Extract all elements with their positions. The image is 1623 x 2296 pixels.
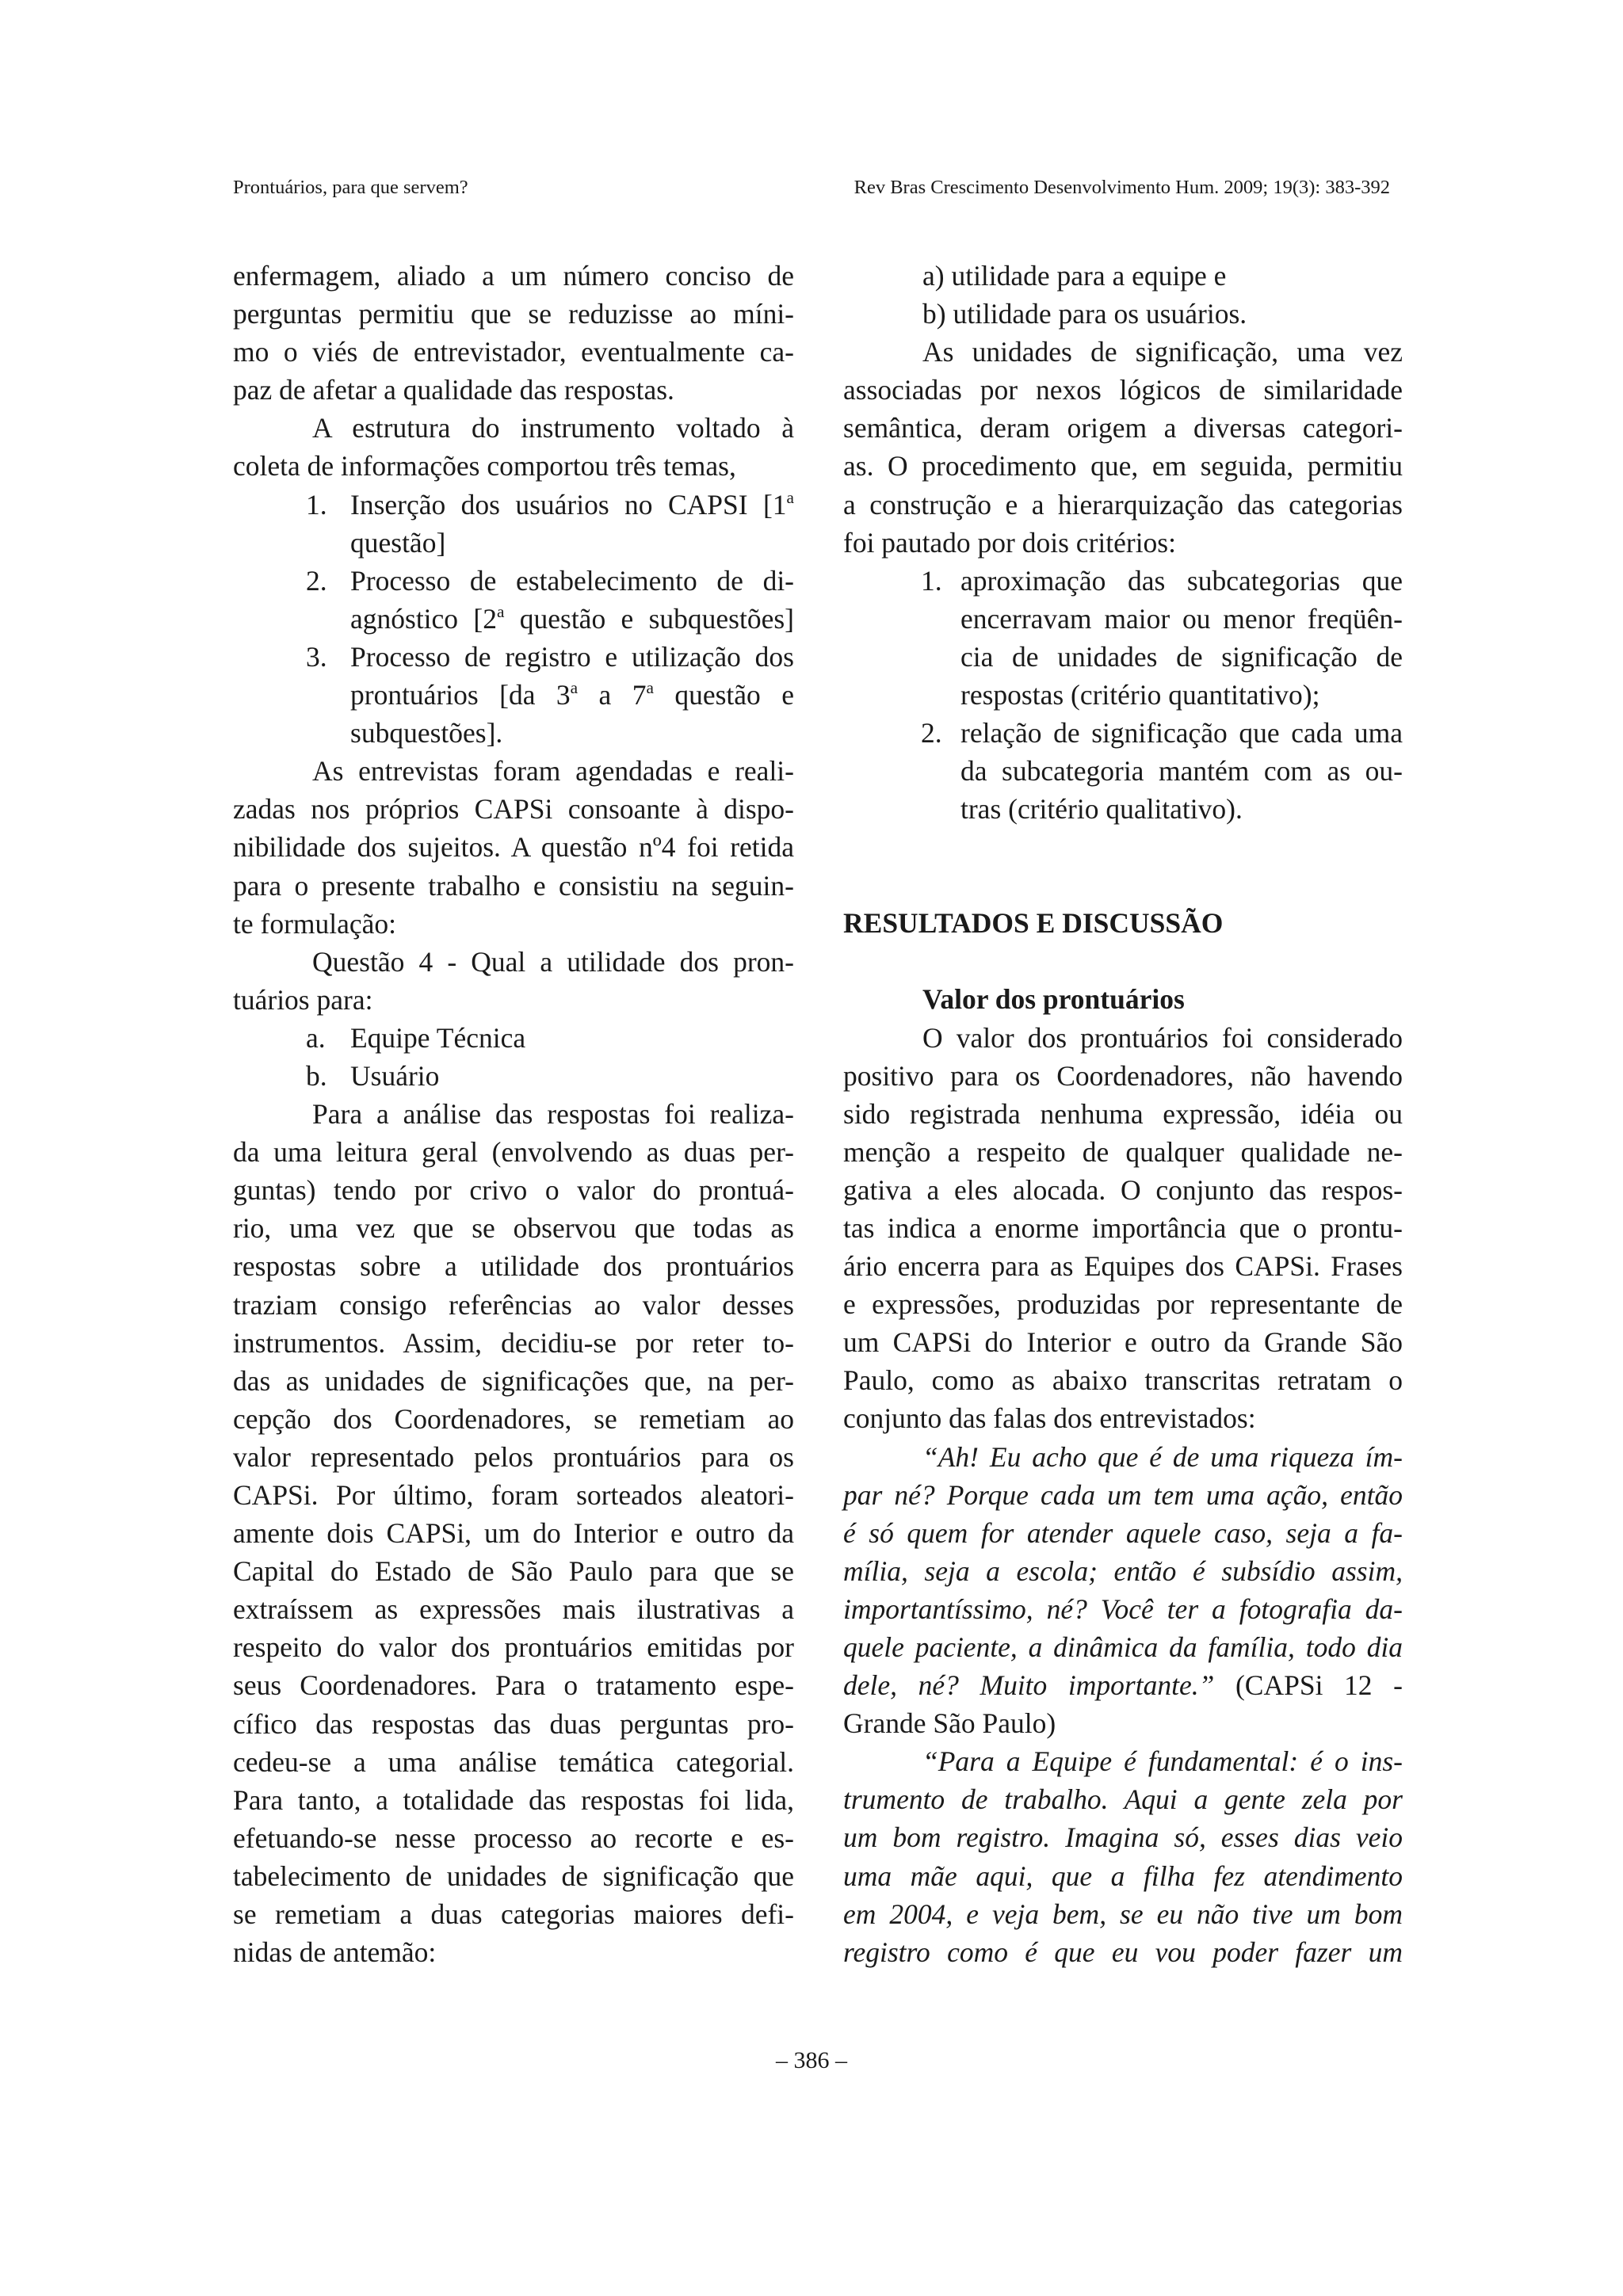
text-line: conjunto das falas dos entrevistados:: [843, 1402, 1256, 1435]
text-line: um CAPSi do Interior e outro da Grande São: [843, 1326, 1403, 1359]
list-number: 1.: [306, 488, 327, 521]
text-line: te formulação:: [233, 907, 396, 940]
quote-line: mília, seja a escola; então é subsídio assim,: [843, 1554, 1403, 1587]
list-number: 1.: [921, 564, 942, 597]
left-column: [233, 257, 794, 1971]
list-item: [233, 486, 794, 524]
quote-line: “Ah! Eu acho que é de uma riqueza ím-: [922, 1440, 1403, 1473]
paragraph-question-4: [233, 943, 794, 1019]
text-line: Paulo, como as abaixo transcritas retratam o: [843, 1364, 1403, 1397]
question-options-list: [233, 1019, 794, 1095]
spacer: [843, 828, 1403, 904]
list-item-continuation: prontuários [da 3$^a$ a 7$^a$ questão e: [350, 678, 794, 711]
quote-line: “Para a Equipe é fundamental: é o ins-: [922, 1745, 1403, 1778]
quote-line: par né? Porque cada um tem uma ação, então: [843, 1478, 1403, 1511]
quote-line: um bom registro. Imagina só, esses dias veio: [843, 1821, 1403, 1854]
text-line: cepção dos Coordenadores, se remetiam ao: [233, 1402, 794, 1435]
text-line: instrumentos. Assim, decidiu-se por reter to-: [233, 1326, 794, 1359]
paragraph-instrument-structure: [233, 409, 794, 485]
subsection-heading: Valor dos prontuários: [922, 983, 1185, 1016]
text-line: As entrevistas foram agendadas e reali-: [312, 755, 794, 788]
text-line: extraíssem as expressões mais ilustrativas a: [233, 1593, 794, 1626]
text-line: nidas de antemão:: [233, 1936, 437, 1969]
quote-line: registro como é que eu vou poder fazer um: [843, 1936, 1403, 1968]
list-item: [843, 714, 1403, 752]
quote-line: [843, 1666, 1403, 1704]
text-line: Capital do Estado de São Paulo para que se: [233, 1555, 794, 1588]
text-line: coleta de informações comportou três temas,: [233, 450, 736, 482]
text-line: CAPSi. Por último, foram sorteados aleatori-: [233, 1479, 794, 1511]
list-number: 2.: [921, 717, 942, 749]
list-item-text: Processo de registro e utilização dos: [350, 640, 794, 673]
text-line: tuários para:: [233, 983, 373, 1016]
text-line: O valor dos prontuários foi considerado: [922, 1021, 1403, 1054]
paragraph-units: [843, 333, 1403, 562]
quote-line: uma mãe aqui, que a filha fez atendimento: [843, 1859, 1403, 1892]
text-line: ário encerra para as Equipes dos CAPSi. Frases: [843, 1250, 1403, 1283]
text-line: Para a análise das respostas foi realiza-: [312, 1098, 794, 1131]
text-line: b) utilidade para os usuários.: [922, 298, 1247, 330]
list-item: [233, 562, 794, 600]
text-line: Questão 4 - Qual a utilidade dos pron-: [312, 945, 794, 978]
themes-list: [233, 486, 794, 753]
list-item-continuation: tras (critério qualitativo).: [960, 793, 1243, 826]
text-line: nibilidade dos sujeitos. A questão nº4 foi retida: [233, 831, 794, 864]
page-number: – 386 –: [776, 2047, 847, 2073]
text-line: as. O procedimento que, em seguida, permitiu: [843, 450, 1403, 482]
text-line: respeito do valor dos prontuários emitidas por: [233, 1631, 794, 1664]
paragraph-interviews: [233, 752, 794, 942]
text-line: a construção e a hierarquização das categorias: [843, 488, 1403, 521]
quote-line: trumento de trabalho. Aqui a gente zela por: [843, 1783, 1403, 1816]
text-line: guntas) tendo por crivo o valor do prontuá-: [233, 1174, 794, 1207]
list-item-continuation: questão]: [350, 526, 446, 559]
text-line: respostas sobre a utilidade dos prontuários: [233, 1250, 794, 1283]
quote-line: quele paciente, a dinâmica da família, todo dia: [843, 1631, 1403, 1663]
spacer: [843, 955, 1403, 980]
header-journal-citation: Rev Bras Crescimento Desenvolvimento Hum. 2009; 19(3): 383-392: [854, 177, 1390, 198]
list-letter: b.: [306, 1059, 327, 1092]
text-line: seus Coordenadores. Para o tratamento espe-: [233, 1669, 794, 1702]
text-line: e expressões, produzidas por representante de: [843, 1288, 1403, 1321]
text-line: menção a respeito de qualquer qualidade ne-: [843, 1135, 1403, 1168]
quote-text: dele, né? Muito importante.”: [843, 1669, 1215, 1702]
section-heading: RESULTADOS E DISCUSSÃO: [843, 907, 1224, 940]
list-item-text: aproximação das subcategorias que: [960, 564, 1403, 597]
list-item-text: relação de significação que cada uma: [960, 717, 1403, 749]
text-line: sido registrada nenhuma expressão, idéia ou: [843, 1097, 1403, 1130]
text-line: gativa a eles alocada. O conjunto das respos-: [843, 1173, 1403, 1206]
list-item: [233, 1019, 794, 1057]
text-line: cedeu-se a uma análise temática categorial.: [233, 1745, 794, 1778]
list-number: 2.: [306, 564, 327, 597]
quote-line: importantíssimo, né? Você ter a fotografia da-: [843, 1592, 1403, 1625]
text-line: a) utilidade para a equipe e: [922, 260, 1227, 292]
text-line: tas indica a enorme importância que o prontu-: [843, 1211, 1403, 1244]
list-item: [843, 562, 1403, 600]
text-line: cífico das respostas das duas perguntas pro-: [233, 1707, 794, 1740]
text-line: tabelecimento de unidades de significação que: [233, 1859, 794, 1892]
list-item-continuation: subquestões].: [350, 717, 503, 749]
text-line: enfermagem, aliado a um número conciso de: [233, 260, 794, 292]
text-line: perguntas permitiu que se reduzisse ao míni-: [233, 298, 794, 330]
text-line: associadas por nexos lógicos de similaridade: [843, 374, 1403, 406]
text-line: positivo para os Coordenadores, não havendo: [843, 1059, 1403, 1092]
text-line: se remetiam a duas categorias maiores defi-: [233, 1898, 794, 1931]
list-item: [233, 1057, 794, 1095]
text-line: As unidades de significação, uma vez: [922, 336, 1403, 368]
list-item-text: Usuário: [350, 1059, 440, 1092]
list-letter: a.: [306, 1021, 326, 1054]
quote-line: é só quem for atender aquele caso, seja a fa-: [843, 1516, 1403, 1549]
text-line: mo o viés de entrevistador, eventualmente ca-: [233, 336, 794, 368]
paragraph-value: [843, 1019, 1403, 1438]
text-line: da uma leitura geral (envolvendo as duas per-: [233, 1136, 794, 1169]
list-item-continuation: encerravam maior ou menor freqüên-: [960, 602, 1403, 635]
text-line: traziam consigo referências ao valor desses: [233, 1288, 794, 1321]
quote-capsi-12: [843, 1438, 1403, 1743]
quote-source: Grande São Paulo): [843, 1707, 1056, 1740]
text-line: zadas nos próprios CAPSi consoante à dispo-: [233, 793, 794, 826]
list-item-text: Equipe Técnica: [350, 1021, 526, 1054]
text-line: amente dois CAPSi, um do Interior e outro da: [233, 1517, 794, 1550]
quote-line: em 2004, e veja bem, se eu não tive um bom: [843, 1897, 1403, 1930]
list-number: 3.: [306, 640, 327, 673]
list-item-text: Inserção dos usuários no CAPSI [1$^a$: [350, 487, 794, 521]
list-item-continuation: agnóstico [2$^a$ questão e subquestões]: [350, 602, 794, 635]
quote-attribution: (CAPSi 12 -: [1214, 1669, 1403, 1702]
text-line: semântica, deram origem a diversas categori-: [843, 412, 1403, 444]
text-line: das as unidades de significações que, na per-: [233, 1364, 794, 1397]
paragraph-analysis: [233, 1095, 794, 1971]
paragraph-interview-bias: [233, 257, 794, 409]
list-item-text: Processo de estabelecimento de di-: [350, 564, 794, 597]
right-column: [843, 257, 1403, 1971]
list-item: [233, 638, 794, 676]
list-item-continuation: respostas (critério quantitativo);: [960, 679, 1320, 711]
text-line: efetuando-se nesse processo ao recorte e es-: [233, 1821, 794, 1854]
text-line: para o presente trabalho e consistiu na seguin-: [233, 869, 794, 902]
text-line: paz de afetar a qualidade das respostas.: [233, 374, 674, 406]
criteria-list: [843, 562, 1403, 829]
text-line: A estrutura do instrumento voltado à: [312, 412, 794, 444]
list-item-continuation: da subcategoria mantém com as ou-: [960, 755, 1403, 788]
header-short-title: Prontuários, para que servem?: [233, 177, 468, 198]
text-line: rio, uma vez que se observou que todas as: [233, 1212, 794, 1245]
text-line: Para tanto, a totalidade das respostas foi lida,: [233, 1783, 794, 1816]
list-item-continuation: cia de unidades de significação de: [960, 640, 1403, 673]
text-line: foi pautado por dois critérios:: [843, 526, 1176, 559]
text-line: valor representado pelos prontuários para os: [233, 1440, 794, 1473]
categories-ab: [843, 257, 1403, 333]
quote-team: [843, 1742, 1403, 1971]
